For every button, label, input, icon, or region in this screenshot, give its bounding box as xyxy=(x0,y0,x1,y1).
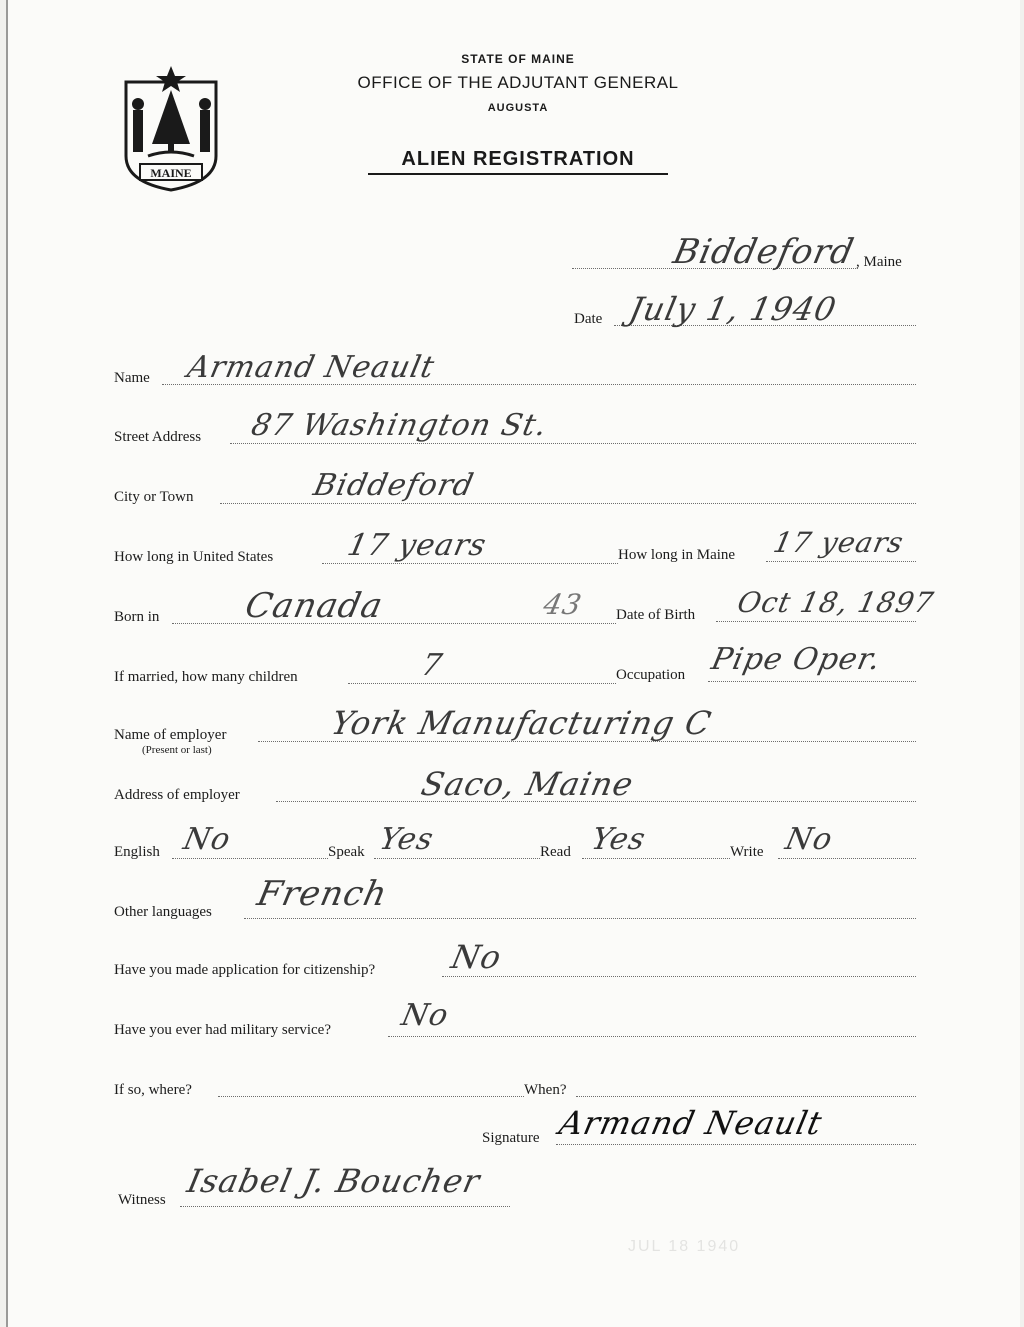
when-label: When? xyxy=(524,1082,567,1098)
long-maine-label: How long in Maine xyxy=(618,547,736,563)
born-line xyxy=(172,623,616,624)
witness-label: Witness xyxy=(118,1192,166,1208)
signature-line xyxy=(556,1144,916,1145)
english-value: No xyxy=(180,822,235,857)
received-stamp: JUL 18 1940 xyxy=(628,1238,741,1255)
citizenship-value: No xyxy=(447,938,506,976)
date-label: Date xyxy=(574,311,603,327)
military-value: No xyxy=(398,998,453,1033)
occupation-label: Occupation xyxy=(616,667,686,683)
employer-note: (Present or last) xyxy=(142,744,212,756)
employer-value: York Manufacturing C xyxy=(327,704,716,742)
witness-line xyxy=(180,1206,510,1207)
military-label: Have you ever had military service? xyxy=(114,1022,331,1038)
where-label: If so, where? xyxy=(114,1082,192,1098)
street-label: Street Address xyxy=(114,429,202,445)
born-value: Canada xyxy=(241,586,387,626)
state-heading: STATE OF MAINE xyxy=(461,52,575,66)
english-line xyxy=(172,858,328,859)
signature-label: Signature xyxy=(482,1130,540,1146)
employer-address-value: Saco, Maine xyxy=(417,765,638,803)
date-value: July 1, 1940 xyxy=(625,290,841,328)
seal-text: MAINE xyxy=(150,166,192,180)
occupation-line xyxy=(708,681,916,682)
speak-value: Yes xyxy=(376,822,438,857)
children-value: 7 xyxy=(418,648,446,683)
long-us-line xyxy=(322,563,618,564)
speak-line xyxy=(374,858,540,859)
city-label: City or Town xyxy=(114,489,194,505)
when-line xyxy=(576,1096,916,1097)
citizenship-label: Have you made application for citizenship? xyxy=(114,962,376,978)
form-title: ALIEN REGISTRATION xyxy=(368,148,668,175)
long-us-label: How long in United States xyxy=(114,549,274,565)
maine-state-seal xyxy=(120,64,222,192)
witness-value: Isabel J. Boucher xyxy=(183,1162,484,1200)
citizenship-line xyxy=(442,976,916,977)
speak-label: Speak xyxy=(328,844,365,860)
age-value: 43 xyxy=(540,588,586,621)
born-label: Born in xyxy=(114,609,160,625)
street-line xyxy=(230,443,916,444)
long-maine-line xyxy=(766,561,916,562)
read-label: Read xyxy=(540,844,571,860)
name-label: Name xyxy=(114,370,150,386)
long-maine-value: 17 years xyxy=(770,526,907,559)
town-value: Biddeford xyxy=(669,232,858,272)
write-label: Write xyxy=(730,844,764,860)
signature-value: Armand Neault xyxy=(555,1104,826,1142)
registration-form xyxy=(6,0,1020,1327)
other-languages-value: French xyxy=(253,874,392,914)
children-line xyxy=(348,683,616,684)
other-languages-line xyxy=(244,918,916,919)
write-line xyxy=(778,858,916,859)
city-value: Biddeford xyxy=(310,468,478,503)
city-line xyxy=(220,503,916,504)
military-line xyxy=(388,1036,916,1037)
dob-label: Date of Birth xyxy=(616,607,696,623)
write-value: No xyxy=(782,822,837,857)
other-languages-label: Other languages xyxy=(114,904,212,920)
where-line xyxy=(218,1096,524,1097)
children-label: If married, how many children xyxy=(114,669,298,685)
maine-label: , Maine xyxy=(856,254,902,270)
city-heading: AUGUSTA xyxy=(487,102,549,114)
english-label: English xyxy=(114,844,160,860)
office-heading: OFFICE OF THE ADJUTANT GENERAL xyxy=(357,73,679,92)
employer-label: Name of employer xyxy=(114,727,227,743)
read-value: Yes xyxy=(588,822,650,857)
name-value: Armand Neault xyxy=(184,350,438,385)
employer-address-label: Address of employer xyxy=(114,787,240,803)
occupation-value: Pipe Oper. xyxy=(708,642,885,677)
dob-value: Oct 18, 1897 xyxy=(734,586,937,619)
street-value: 87 Washington St. xyxy=(248,408,551,443)
dob-line xyxy=(716,621,916,622)
read-line xyxy=(582,858,730,859)
long-us-value: 17 years xyxy=(344,528,490,563)
